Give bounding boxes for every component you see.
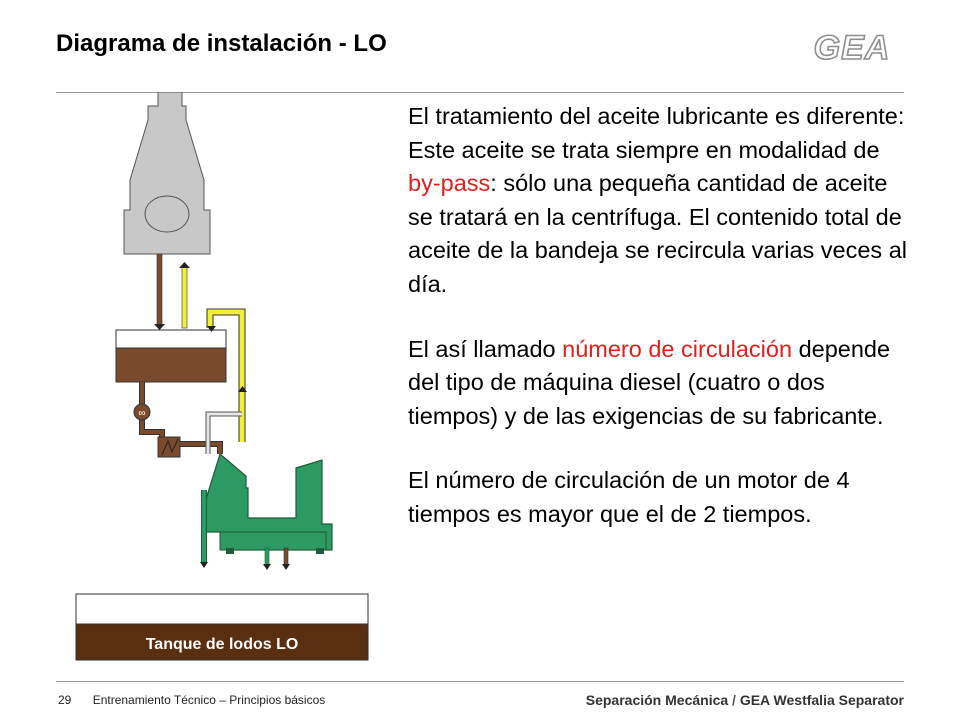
gea-logo-text: GEA — [813, 30, 891, 64]
sludge-tank-label: Tanque de lodos LO — [145, 636, 299, 653]
paragraph-bypass: El tratamiento del aceite lubricante es diferente: Este aceite se trata siempre en modalidad de by-pass: sólo una pequeña cantidad de aceite se tratará en la centrífuga. El contenido total de aceite de la bandeja se recircula varias veces al día. — [408, 103, 907, 297]
separator-frame — [220, 532, 326, 550]
oil-return-pipe — [182, 266, 187, 328]
division-name: Separación Mecánica — [585, 692, 729, 708]
flow-arrow-down — [154, 324, 165, 330]
water-pipe — [208, 414, 242, 454]
paragraph-engine-comparison: El número de circulación de un motor de 4 tiempos es mayor que el de 2 tiempos. — [408, 467, 850, 527]
page-number: 29 — [58, 693, 72, 707]
drain-pipe — [265, 548, 269, 566]
sump-oil-level — [116, 348, 226, 382]
company-name: GEA Westfalia Separator — [739, 692, 904, 708]
preheater — [158, 437, 180, 457]
footer-brand: Separación Mecánica / GEA Westfalia Separator — [585, 692, 904, 708]
page-title: Diagrama de instalación - LO — [56, 30, 387, 57]
flow-arrow-up — [179, 262, 190, 268]
oil-drain-pipe — [157, 254, 162, 326]
paragraph-circulation-number: El así llamado número de circulación depende del tipo de máquina diesel (cuatro o dos tiempos) y de las exigencias de su fabricante. — [408, 335, 891, 429]
highlight-bypass: by-pass — [408, 170, 491, 197]
body-text — [408, 100, 908, 563]
engine-crankcase — [145, 196, 189, 232]
highlight-circulation-number: número de circulación — [562, 335, 793, 362]
svg-text:∞: ∞ — [138, 408, 146, 419]
course-name: Entrenamiento Técnico – Principios básicos — [92, 693, 326, 707]
footer-left — [58, 693, 343, 707]
gea-logo — [800, 30, 904, 64]
drain-pipe — [284, 548, 288, 566]
footer-divider — [56, 681, 904, 682]
installation-diagram — [70, 92, 380, 667]
